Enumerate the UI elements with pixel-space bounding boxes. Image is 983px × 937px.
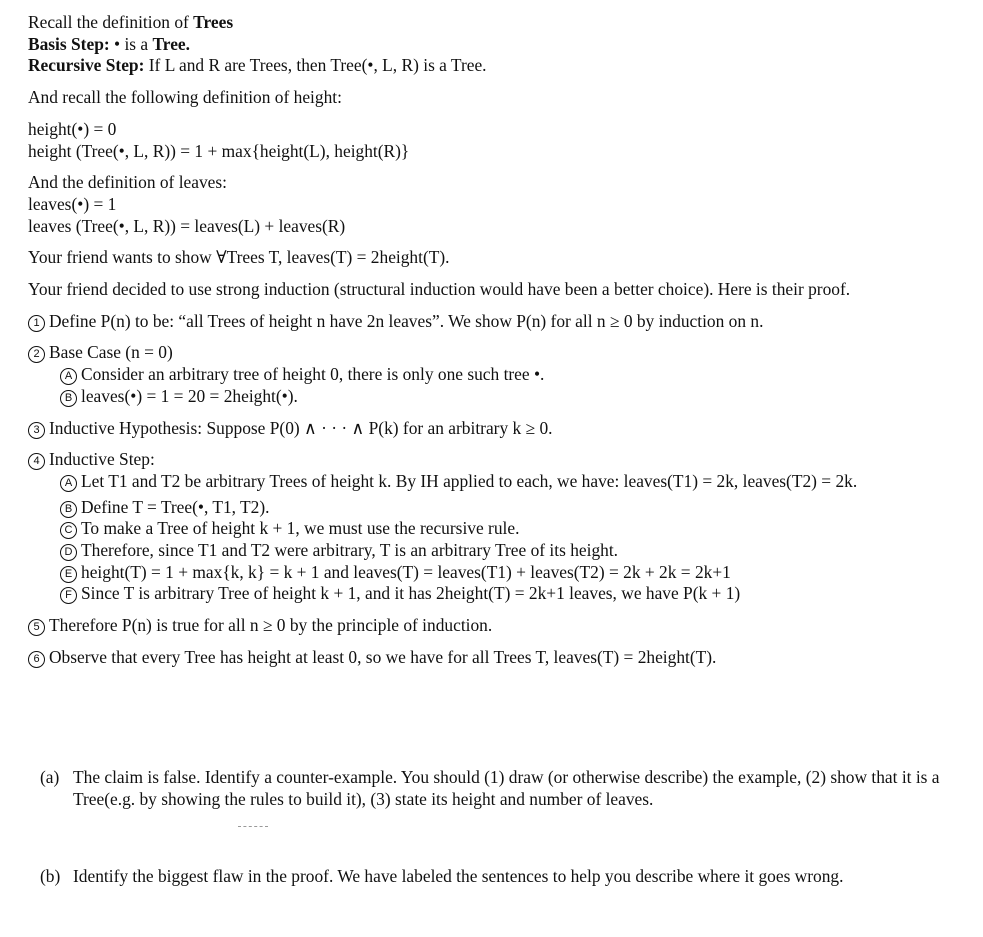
leaves-def-intro: And the definition of leaves: [28, 172, 227, 193]
proof-step-4c [28, 518, 940, 540]
step-text: Define P(n) to be: “all Trees of height n have 2n leaves”. We show P(n) for all n ≥ 0 by induction on n. [49, 310, 764, 331]
trees-word: Trees [193, 12, 234, 32]
step-letter-badge: E [60, 566, 77, 583]
proof-step-4e [28, 562, 940, 584]
height-def-line2: height (Tree(•, L, R)) = 1 + max{height(L), height(R)} [28, 140, 410, 161]
step-number-badge: 6 [28, 651, 45, 668]
step-number-badge: 1 [28, 315, 45, 332]
step-text: Since T is arbitrary Tree of height k + 1, and it has 2height(T) = 2k+1 leaves, we have P(k + 1) [81, 583, 741, 604]
proof-step-2a [28, 364, 940, 386]
proof-step-5 [28, 615, 940, 637]
question-a [40, 767, 940, 810]
step-text: Base Case (n = 0) [49, 342, 173, 363]
height-def-line1: height(•) = 0 [28, 118, 117, 139]
document-body [28, 12, 940, 669]
step-number-badge: 4 [28, 453, 45, 470]
recall-trees-text: Recall the definition of [28, 12, 189, 32]
step-letter-badge: B [60, 390, 77, 407]
step-text: Inductive Hypothesis: Suppose P(0) ∧ · · · ∧ P(k) for an arbitrary k ≥ 0. [49, 417, 553, 438]
step-text: Let T1 and T2 be arbitrary Trees of height k. By IH applied to each, we have: leaves(T1) = 2k, leaves(T2) = 2k. [81, 470, 858, 491]
recursive-step [28, 55, 940, 77]
proof-intro: Your friend decided to use strong induction (structural induction would have been a better choice). Here is their proof. [28, 279, 851, 300]
step-text: height(T) = 1 + max{k, k} = k + 1 and leaves(T) = leaves(T1) + leaves(T2) = 2k + 2k = 2k+1 [81, 561, 731, 582]
step-letter-badge: A [60, 368, 77, 385]
basis-step [28, 34, 940, 56]
step-letter-badge: B [60, 501, 77, 518]
question-a-text: The claim is false. Identify a counter-example. You should (1) draw (or otherwise describe) the example, (2) show that it is a Tree(e.g. by showing the rules to build it), (3) state its height and number of leaves. [73, 767, 940, 809]
step-text: Observe that every Tree has height at least 0, so we have for all Trees T, leaves(T) = 2height(T). [49, 646, 717, 667]
question-a-label: (a) [40, 767, 60, 787]
proof-step-6 [28, 647, 940, 669]
step-letter-badge: F [60, 587, 77, 604]
tree-def-title [28, 12, 940, 34]
step-number-badge: 3 [28, 422, 45, 439]
step-text: Therefore, since T1 and T2 were arbitrary, T is an arbitrary Tree of its height. [81, 540, 619, 561]
step-text: To make a Tree of height k + 1, we must use the recursive rule. [81, 518, 520, 539]
leaves-def-line1: leaves(•) = 1 [28, 193, 117, 214]
question-b [40, 866, 940, 888]
proof-step-3 [28, 418, 940, 440]
step-number-badge: 5 [28, 619, 45, 636]
question-b-text: Identify the biggest flaw in the proof. We have labeled the sentences to help you describe where it goes wrong. [73, 866, 844, 886]
proof-step-4a [28, 471, 940, 493]
recursive-label: Recursive Step: [28, 55, 145, 76]
step-number-badge: 2 [28, 346, 45, 363]
recursive-text: If L and R are Trees, then Tree(•, L, R) is a Tree. [148, 55, 487, 76]
proof-step-4d [28, 540, 940, 562]
step-text: Inductive Step: [49, 449, 155, 470]
basis-label: Basis Step: [28, 33, 110, 54]
proof-step-4 [28, 449, 940, 471]
step-letter-badge: C [60, 522, 77, 539]
proof-step-1 [28, 311, 940, 333]
proof-step-2 [28, 342, 940, 364]
basis-text: • is a [114, 33, 149, 54]
proof-step-4f [28, 583, 940, 605]
step-letter-badge: D [60, 544, 77, 561]
step-text: leaves(•) = 1 = 20 = 2height(•). [81, 385, 298, 406]
step-text: Define T = Tree(•, T1, T2). [81, 496, 270, 517]
step-text: Consider an arbitrary tree of height 0, there is only one such tree •. [81, 364, 545, 385]
leaves-def-line2: leaves (Tree(•, L, R)) = leaves(L) + leaves(R) [28, 215, 346, 236]
claim-statement: Your friend wants to show ∀Trees T, leaves(T) = 2height(T). [28, 247, 450, 268]
height-def-intro: And recall the following definition of height: [28, 87, 342, 108]
proof-step-2b [28, 386, 940, 408]
step-text: Therefore P(n) is true for all n ≥ 0 by the principle of induction. [49, 615, 493, 636]
divider [238, 826, 268, 828]
basis-tree-word: Tree. [152, 33, 190, 54]
step-letter-badge: A [60, 475, 77, 492]
question-b-label: (b) [40, 866, 61, 886]
proof-step-4b [28, 497, 940, 519]
